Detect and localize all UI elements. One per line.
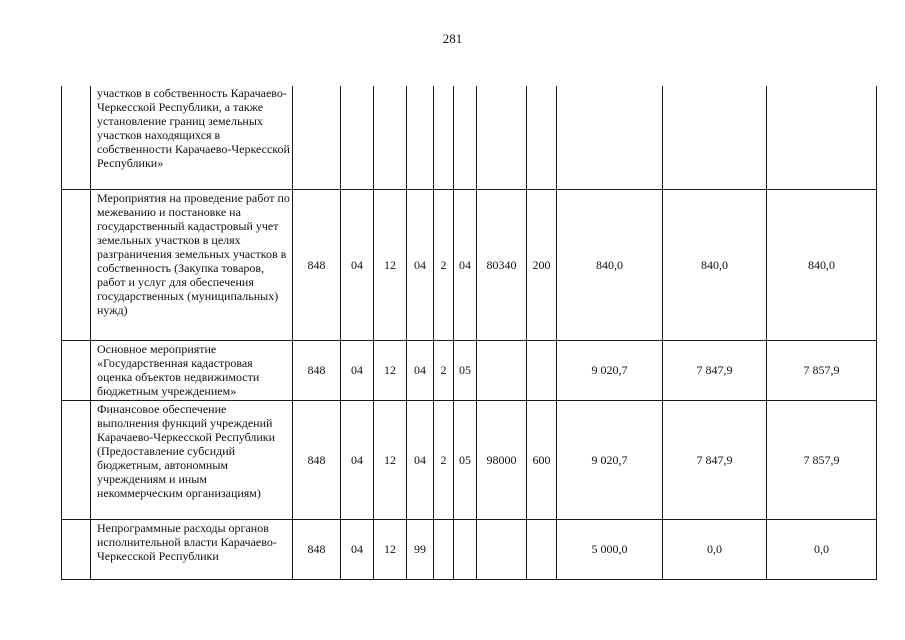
row-marker-cell — [62, 340, 91, 400]
amount-year-3: 840,0 — [767, 189, 877, 340]
ministry-code: 848 — [293, 189, 341, 340]
expense-type-code — [527, 86, 557, 189]
amount-year-1: 5 000,0 — [557, 519, 663, 579]
ministry-code: 848 — [293, 400, 341, 519]
section-code: 04 — [341, 400, 374, 519]
expense-type-code — [527, 519, 557, 579]
item-name: Мероприятия на проведение работ по межеванию и постановке на государственный кадастровый учет земельных участков в целях разграничения земельных участков в собственность (Закупка товаров, работ и услуг для обеспечения государственных (муниципальных) нужд) — [91, 189, 293, 340]
table-row — [62, 519, 877, 579]
subsection-code — [374, 86, 407, 189]
amount-year-2: 7 847,9 — [663, 340, 767, 400]
target-article-direction — [477, 519, 527, 579]
section-code: 04 — [341, 519, 374, 579]
target-article-subprogram: 2 — [434, 400, 454, 519]
target-article-program: 99 — [407, 519, 434, 579]
subsection-code: 12 — [374, 189, 407, 340]
target-article-program: 04 — [407, 340, 434, 400]
table-row — [62, 340, 877, 400]
table-row — [62, 86, 877, 189]
target-article-direction: 80340 — [477, 189, 527, 340]
expense-type-code: 200 — [527, 189, 557, 340]
ministry-code — [293, 86, 341, 189]
amount-year-3: 7 857,9 — [767, 400, 877, 519]
target-article-program — [407, 86, 434, 189]
item-name: Непрограммные расходы органов исполнительной власти Карачаево-Черкесской Республики — [91, 519, 293, 579]
target-article-subprogram — [434, 519, 454, 579]
item-name: Финансовое обеспечение выполнения функций учреждений Карачаево-Черкесской Республики (Предоставление субсидий бюджетным, автономным учреждениям и иным некоммерческим организациям) — [91, 400, 293, 519]
section-code — [341, 86, 374, 189]
amount-year-1: 840,0 — [557, 189, 663, 340]
ministry-code: 848 — [293, 519, 341, 579]
section-code: 04 — [341, 340, 374, 400]
amount-year-2: 840,0 — [663, 189, 767, 340]
target-article-event: 05 — [454, 400, 477, 519]
page-number: 281 — [442, 31, 463, 46]
subsection-code: 12 — [374, 340, 407, 400]
amount-year-1: 9 020,7 — [557, 340, 663, 400]
row-marker-cell — [62, 86, 91, 189]
ministry-code: 848 — [293, 340, 341, 400]
item-name: участков в собственность Карачаево-Черкесской Республики, а также установление границ земельных участков находящихся в собственности Карачаево-Черкесской Республики» — [91, 86, 293, 189]
amount-year-1 — [557, 86, 663, 189]
amount-year-2 — [663, 86, 767, 189]
budget-table — [61, 86, 877, 580]
amount-year-1: 9 020,7 — [557, 400, 663, 519]
target-article-direction — [477, 340, 527, 400]
subsection-code: 12 — [374, 519, 407, 579]
table-row — [62, 189, 877, 340]
amount-year-3: 0,0 — [767, 519, 877, 579]
target-article-subprogram — [434, 86, 454, 189]
row-marker-cell — [62, 400, 91, 519]
subsection-code: 12 — [374, 400, 407, 519]
expense-type-code: 600 — [527, 400, 557, 519]
item-name: Основное мероприятие «Государственная кадастровая оценка объектов недвижимости бюджетным учреждением» — [91, 340, 293, 400]
row-marker-cell — [62, 189, 91, 340]
amount-year-2: 7 847,9 — [663, 400, 767, 519]
target-article-event: 05 — [454, 340, 477, 400]
amount-year-3: 7 857,9 — [767, 340, 877, 400]
target-article-program: 04 — [407, 400, 434, 519]
target-article-program: 04 — [407, 189, 434, 340]
target-article-event — [454, 519, 477, 579]
target-article-direction — [477, 86, 527, 189]
amount-year-2: 0,0 — [663, 519, 767, 579]
amount-year-3 — [767, 86, 877, 189]
target-article-event: 04 — [454, 189, 477, 340]
target-article-subprogram: 2 — [434, 189, 454, 340]
section-code: 04 — [341, 189, 374, 340]
target-article-subprogram: 2 — [434, 340, 454, 400]
table-row — [62, 400, 877, 519]
target-article-event — [454, 86, 477, 189]
row-marker-cell — [62, 519, 91, 579]
target-article-direction: 98000 — [477, 400, 527, 519]
expense-type-code — [527, 340, 557, 400]
